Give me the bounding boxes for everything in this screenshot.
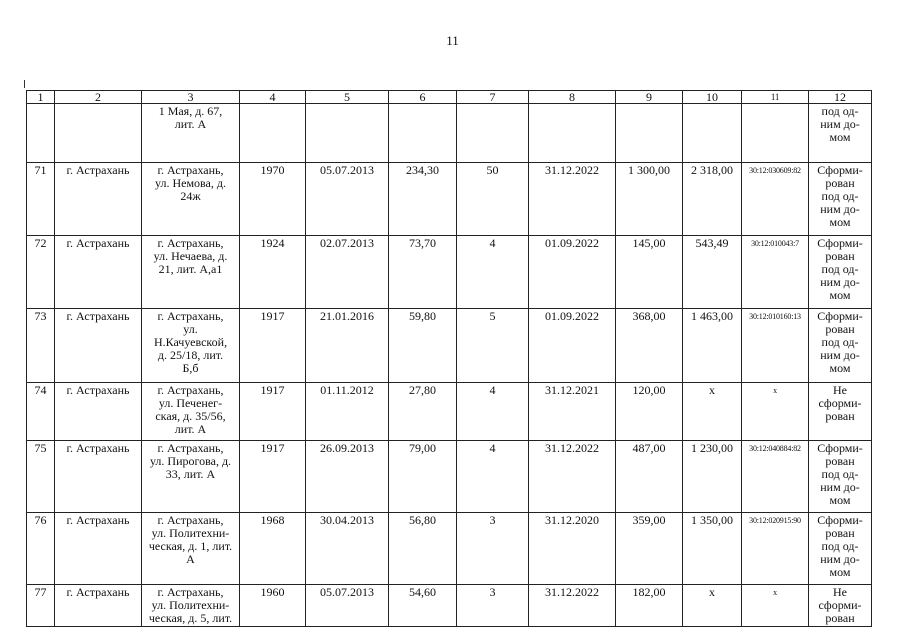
table-cell-col-1	[27, 163, 55, 236]
table-cell-col-4	[240, 309, 306, 383]
cell-text: г. Астрахань	[66, 236, 130, 250]
table-cell-col-4	[240, 163, 306, 236]
table-cell-col-6	[389, 383, 457, 441]
cell-text: 77	[34, 585, 47, 599]
cell-text: 120,00	[632, 383, 666, 397]
table-cell-col-10	[683, 309, 742, 383]
cell-text: 2 318,00	[691, 163, 733, 177]
cell-text: 487,00	[632, 441, 666, 455]
cell-text: 1 350,00	[691, 513, 733, 527]
cell-text: 1960	[260, 585, 285, 599]
table-cell-col-10	[683, 236, 742, 309]
cell-text: г. Астрахань, ул. Пирогова, д. 33, лит. А	[149, 441, 232, 481]
cell-text: 71	[34, 163, 47, 177]
cell-text: Не сформи- рован	[818, 585, 862, 625]
cell-text: г. Астрахань, ул. Политехни- ческая, д. 5, лит.	[148, 585, 233, 625]
table-cell-col-8	[529, 309, 616, 383]
cell-text: Сформи- рован под од- ним до- мом	[817, 309, 863, 375]
cell-text: 02.07.2013	[320, 236, 374, 250]
table-cell-col-11	[742, 163, 809, 236]
table-cell-col-6	[389, 441, 457, 513]
cell-text: 73,70	[409, 236, 436, 250]
table-cell-col-6	[389, 513, 457, 585]
table-cell-col-10	[683, 441, 742, 513]
cell-text: 1917	[260, 383, 285, 397]
table-row	[27, 309, 872, 383]
cell-text: 30:12:010160:13	[749, 312, 801, 321]
cell-text: 182,00	[632, 585, 666, 599]
cell-text: г. Астрахань	[66, 441, 130, 455]
table-row	[27, 383, 872, 441]
table-cell-col-3	[142, 104, 240, 163]
cell-text: 145,00	[632, 236, 666, 250]
cell-text: 31.12.2022	[545, 163, 599, 177]
cell-text: 4	[489, 383, 496, 397]
table-cell-col-3	[142, 513, 240, 585]
column-header-4: 4	[240, 91, 306, 104]
table-cell-col-12	[809, 163, 872, 236]
table-cell-col-10	[683, 585, 742, 627]
cell-text: 54,60	[409, 585, 436, 599]
cell-text: 368,00	[632, 309, 666, 323]
table-cell-col-2	[55, 585, 142, 627]
table-cell-col-1	[27, 441, 55, 513]
table-cell-col-8	[529, 163, 616, 236]
table-cell-col-2	[55, 441, 142, 513]
cell-text: х	[709, 585, 715, 599]
cell-text: 30:12:030609:82	[749, 166, 801, 175]
cell-text: 30:12:010043:7	[751, 239, 799, 248]
cell-text: 76	[34, 513, 47, 527]
cell-text: 31.12.2021	[545, 383, 599, 397]
cell-text: 1917	[260, 441, 285, 455]
cell-text: 59,80	[409, 309, 436, 323]
table-cell-col-7	[457, 309, 529, 383]
table-cell-col-2	[55, 309, 142, 383]
table-cell-col-8	[529, 441, 616, 513]
table-header-row	[27, 91, 872, 104]
column-header-3: 3	[142, 91, 240, 104]
table-cell-col-11	[742, 383, 809, 441]
table-cell-col-3	[142, 383, 240, 441]
table-cell-col-9	[616, 441, 683, 513]
table-cell-col-5	[306, 585, 389, 627]
cell-text: 79,00	[409, 441, 436, 455]
cell-text: 4	[489, 236, 496, 250]
column-header-1: 1	[27, 91, 55, 104]
table-cell-col-8	[529, 383, 616, 441]
cell-text: г. Астрахань	[66, 513, 130, 527]
column-header-6: 6	[389, 91, 457, 104]
table-cell-col-1	[27, 236, 55, 309]
table-cell-col-5	[306, 104, 389, 163]
table-cell-col-4	[240, 585, 306, 627]
cell-text: Сформи- рован под од- ним до- мом	[817, 513, 863, 579]
column-header-8: 8	[529, 91, 616, 104]
table-cell-col-5	[306, 236, 389, 309]
table-cell-col-3	[142, 585, 240, 627]
cell-text: 31.12.2020	[545, 513, 599, 527]
table-cell-col-9	[616, 163, 683, 236]
table-cell-col-7	[457, 441, 529, 513]
cell-text: г. Астрахань, ул. Нечаева, д. 21, лит. А,а1	[153, 236, 228, 276]
table-cell-col-11	[742, 585, 809, 627]
cell-text: 73	[34, 309, 47, 323]
cell-text: 21.01.2016	[320, 309, 374, 323]
cell-text: 1968	[260, 513, 285, 527]
cell-text: 3	[489, 585, 496, 599]
cell-text: г. Астрахань	[66, 383, 130, 397]
table-cell-col-11	[742, 441, 809, 513]
table-cell-col-5	[306, 441, 389, 513]
cell-text: 01.11.2012	[320, 383, 374, 397]
cell-text: 1917	[260, 309, 285, 323]
table-cell-col-11	[742, 309, 809, 383]
table-cell-col-4	[240, 236, 306, 309]
cell-text: 4	[489, 441, 496, 455]
cell-text: 30.04.2013	[320, 513, 374, 527]
cell-text: Сформи- рован под од- ним до- мом	[817, 441, 863, 507]
table-cell-col-9	[616, 236, 683, 309]
cell-text: 543,49	[695, 236, 729, 250]
table-cell-col-6	[389, 104, 457, 163]
cell-text: г. Астрахань	[66, 585, 130, 599]
column-header-10: 10	[683, 91, 742, 104]
table-cell-col-3	[142, 309, 240, 383]
cell-text: 1 Мая, д. 67, лит. А	[158, 104, 223, 131]
column-header-12: 12	[809, 91, 872, 104]
table-cell-col-12	[809, 104, 872, 163]
cell-text: г. Астрахань	[66, 309, 130, 323]
table-row	[27, 513, 872, 585]
cell-text: 1 230,00	[691, 441, 733, 455]
table-cell-col-1	[27, 309, 55, 383]
table-cell-col-7	[457, 163, 529, 236]
column-header-11: 11	[742, 91, 809, 104]
table-row	[27, 104, 872, 163]
table-cell-col-8	[529, 513, 616, 585]
cell-text: 30:12:020915:90	[749, 516, 801, 525]
cell-text: 5	[489, 309, 496, 323]
table-cell-col-7	[457, 104, 529, 163]
table-cell-col-7	[457, 236, 529, 309]
table-cell-col-11	[742, 513, 809, 585]
table-row	[27, 163, 872, 236]
cell-text: 50	[486, 163, 499, 177]
table-cell-col-12	[809, 441, 872, 513]
cell-text: 01.09.2022	[545, 309, 599, 323]
cell-text: х	[709, 383, 715, 397]
cell-text: г. Астрахань, ул. Немова, д. 24ж	[155, 163, 226, 203]
table-cell-col-11	[742, 236, 809, 309]
cell-text: г. Астрахань, ул. Печенег- ская, д. 35/56, лит. А	[155, 383, 226, 436]
cell-text: 234,30	[406, 163, 439, 177]
table-cell-col-10	[683, 513, 742, 585]
table-cell-col-9	[616, 104, 683, 163]
table-cell-col-2	[55, 383, 142, 441]
table-cell-col-8	[529, 104, 616, 163]
table-cell-col-6	[389, 163, 457, 236]
cell-text: х	[773, 588, 777, 597]
cell-text: г. Астрахань, ул. Политехни- ческая, д. 1, лит. А	[148, 513, 233, 566]
table-row	[27, 585, 872, 627]
table-cell-col-10	[683, 104, 742, 163]
column-header-2: 2	[55, 91, 142, 104]
cell-text: 05.07.2013	[320, 585, 374, 599]
corner-mark	[24, 80, 25, 88]
table-cell-col-7	[457, 585, 529, 627]
table-cell-col-1	[27, 383, 55, 441]
table-cell-col-10	[683, 383, 742, 441]
cell-text: г. Астрахань	[66, 163, 130, 177]
cell-text: 1 463,00	[691, 309, 733, 323]
table-cell-col-12	[809, 513, 872, 585]
cell-text: Сформи- рован под од- ним до- мом	[817, 163, 863, 229]
table-cell-col-11	[742, 104, 809, 163]
table-cell-col-3	[142, 163, 240, 236]
table-cell-col-1	[27, 513, 55, 585]
table-cell-col-5	[306, 309, 389, 383]
table-cell-col-12	[809, 585, 872, 627]
cell-text: 56,80	[409, 513, 436, 527]
table-cell-col-2	[55, 513, 142, 585]
cell-text: 1924	[260, 236, 285, 250]
table-cell-col-12	[809, 309, 872, 383]
table-cell-col-3	[142, 441, 240, 513]
table-cell-col-8	[529, 585, 616, 627]
cell-text: Сформи- рован под од- ним до- мом	[817, 236, 863, 302]
column-header-7: 7	[457, 91, 529, 104]
table-cell-col-6	[389, 585, 457, 627]
cell-text: 05.07.2013	[320, 163, 374, 177]
cell-text: 74	[34, 383, 47, 397]
table-cell-col-6	[389, 309, 457, 383]
table-cell-col-1	[27, 104, 55, 163]
property-table	[26, 90, 872, 627]
table-cell-col-9	[616, 585, 683, 627]
table-cell-col-2	[55, 236, 142, 309]
table-cell-col-1	[27, 585, 55, 627]
table-cell-col-6	[389, 236, 457, 309]
cell-text: 27,80	[409, 383, 436, 397]
table-cell-col-4	[240, 104, 306, 163]
cell-text: 26.09.2013	[320, 441, 374, 455]
cell-text: х	[773, 386, 777, 395]
table-cell-col-4	[240, 513, 306, 585]
cell-text: 1 300,00	[628, 163, 670, 177]
table-cell-col-7	[457, 513, 529, 585]
cell-text: 1970	[260, 163, 285, 177]
table-cell-col-5	[306, 383, 389, 441]
table-cell-col-10	[683, 163, 742, 236]
table-cell-col-5	[306, 513, 389, 585]
table-cell-col-4	[240, 441, 306, 513]
table-cell-col-2	[55, 163, 142, 236]
table-cell-col-12	[809, 383, 872, 441]
cell-text: 72	[34, 236, 47, 250]
cell-text: под од- ним до- мом	[820, 104, 860, 144]
table-cell-col-8	[529, 236, 616, 309]
table-cell-col-5	[306, 163, 389, 236]
cell-text: 01.09.2022	[545, 236, 599, 250]
column-header-9: 9	[616, 91, 683, 104]
table-cell-col-4	[240, 383, 306, 441]
table-cell-col-2	[55, 104, 142, 163]
cell-text: 75	[34, 441, 47, 455]
table-cell-col-12	[809, 236, 872, 309]
cell-text: 359,00	[632, 513, 666, 527]
table-cell-col-9	[616, 309, 683, 383]
cell-text: Не сформи- рован	[818, 383, 862, 423]
table-cell-col-3	[142, 236, 240, 309]
cell-text: 31.12.2022	[545, 585, 599, 599]
cell-text: 31.12.2022	[545, 441, 599, 455]
page-number: 11	[446, 33, 459, 48]
column-header-5: 5	[306, 91, 389, 104]
table-cell-col-9	[616, 513, 683, 585]
table-cell-col-7	[457, 383, 529, 441]
cell-text: 3	[489, 513, 496, 527]
cell-text: г. Астрахань, ул. Н.Качуевской, д. 25/18, лит. Б,б	[153, 309, 228, 375]
cell-text: 30:12:040884:82	[749, 444, 801, 453]
table-row	[27, 441, 872, 513]
table-row	[27, 236, 872, 309]
table-cell-col-9	[616, 383, 683, 441]
